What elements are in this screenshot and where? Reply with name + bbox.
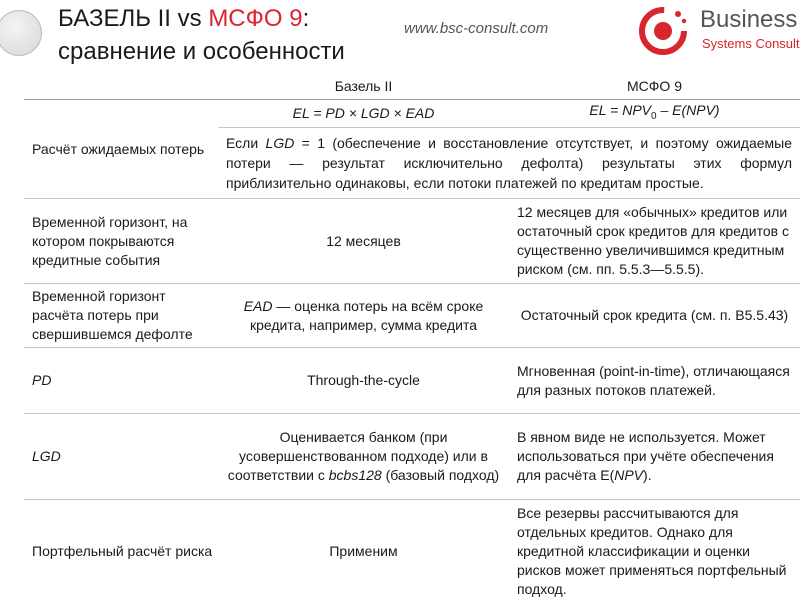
basel-formula: EL = PD × LGD × EAD — [218, 100, 509, 128]
ifrs-lgd-suffix: ). — [643, 467, 652, 483]
title-line2: сравнение и особенности — [58, 38, 345, 65]
decorative-circle — [0, 10, 42, 56]
table-row — [24, 348, 800, 414]
ifrs-lgd-prefix: В явном виде не используется. Может использоваться при учёте обеспечения для расчёта E( — [517, 429, 774, 483]
slide-title — [58, 2, 345, 68]
basel-default-rest: — оценка потерь на всём сроке кредита, например, сумма кредита — [250, 298, 483, 333]
ifrs-formula-sub: 0 — [651, 111, 657, 122]
basel-portfolio: Применим — [218, 500, 509, 603]
ifrs-lgd — [509, 414, 800, 500]
table-row — [24, 500, 800, 603]
logo-mark-icon — [638, 6, 688, 56]
row-label-expected-loss: Расчёт ожидаемых потерь — [24, 100, 218, 199]
ifrs-pd: Мгновенная (point-in-time), отличающаяся для разных потоков платежей. — [509, 348, 800, 414]
basel-default-horizon — [218, 284, 509, 348]
note-prefix: Если — [226, 135, 266, 151]
ifrs-formula — [509, 100, 800, 128]
comparison-table — [24, 74, 800, 603]
logo-text-systems-consult: Systems Consult — [702, 36, 800, 51]
ifrs-horizon: 12 месяцев для «обычных» кредитов или остаточный срок кредитов для кредитов с существенно увеличившимся кредитным риском (см. пп. 5.5.3—5.5.5). — [509, 199, 800, 284]
ifrs-default-horizon: Остаточный срок кредита (см. п. B5.5.43) — [509, 284, 800, 348]
formula-note — [218, 128, 800, 199]
table-row — [24, 100, 800, 128]
ifrs-formula-tail: – E(NPV) — [657, 102, 720, 118]
slide-header — [0, 0, 800, 72]
table-row — [24, 284, 800, 348]
ifrs-formula-main: EL = NPV — [589, 102, 651, 118]
title-accent: МСФО 9 — [208, 5, 302, 32]
basel-ead-italic: EAD — [244, 298, 273, 314]
header-cell-empty — [24, 74, 218, 100]
row-label-default-horizon: Временной горизонт расчёта потерь при свершившемся дефолте — [24, 284, 218, 348]
basel-lgd — [218, 414, 509, 500]
row-label-pd: PD — [24, 348, 218, 414]
row-label-lgd: LGD — [24, 414, 218, 500]
basel-lgd-suffix: (базовый подход) — [382, 467, 500, 483]
logo-text-business: Business — [700, 6, 797, 34]
ifrs-lgd-italic: NPV — [614, 467, 643, 483]
title-prefix: БАЗЕЛЬ II vs — [58, 5, 208, 32]
row-label-portfolio: Портфельный расчёт риска — [24, 500, 218, 603]
header-cell-ifrs: МСФО 9 — [509, 74, 800, 100]
basel-lgd-prefix: Оценивается банком (при усовершенствованном подходе) или в соответствии с — [228, 429, 488, 483]
title-suffix: : — [303, 5, 310, 32]
note-rest: = 1 (обеспечение и восстановление отсутствует, и поэтому ожидаемые потери — результат исключительно дефолта) результаты этих формул приблизительно одинаковы, если потоки платежей по кредитам простые. — [226, 135, 792, 191]
table-row — [24, 199, 800, 284]
basel-lgd-italic: bcbs128 — [329, 467, 382, 483]
website-url: www.bsc-consult.com — [404, 20, 548, 37]
header-cell-basel: Базель II — [218, 74, 509, 100]
basel-pd: Through-the-cycle — [218, 348, 509, 414]
row-label-horizon: Временной горизонт, на котором покрываются кредитные события — [24, 199, 218, 284]
note-italic-lgd: LGD — [266, 135, 295, 151]
basel-horizon: 12 месяцев — [218, 199, 509, 284]
ifrs-portfolio: Все резервы рассчитываются для отдельных кредитов. Однако для кредитной классификации и оценки рисков может применяться портфельный подход. — [509, 500, 800, 603]
company-logo — [638, 2, 800, 58]
table-header-row — [24, 74, 800, 100]
table-row — [24, 414, 800, 500]
